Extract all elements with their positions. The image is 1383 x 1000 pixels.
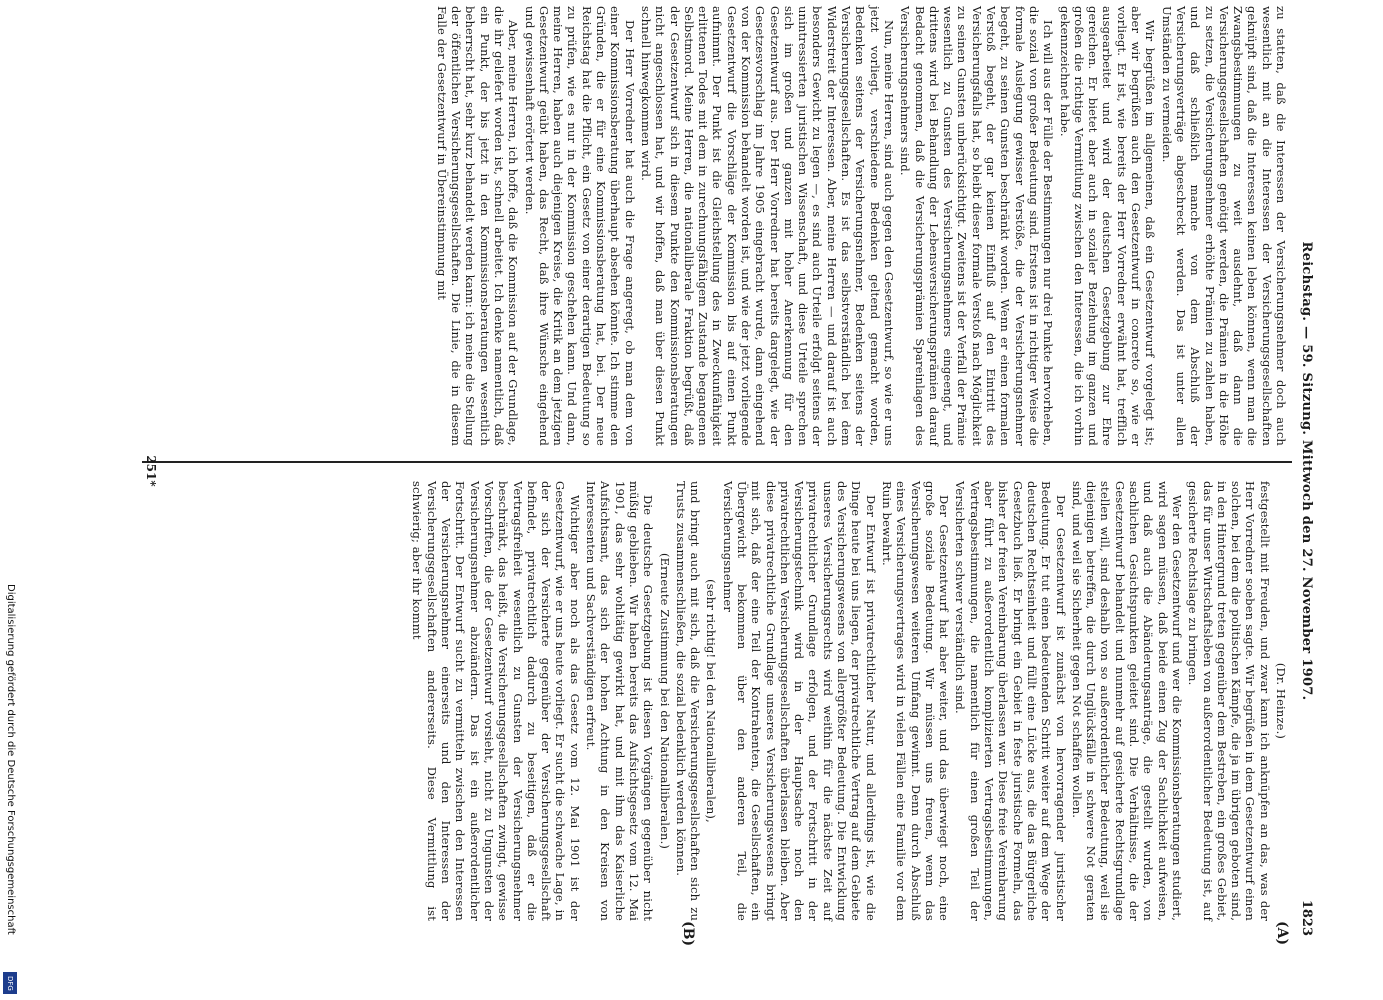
- column-left: [408, 481, 1288, 921]
- paragraph: festgestellt mit Freuden, und zwar kann ich anknüpfen an das, was der Herr Vorredner soeben sagte. Wir begrüßen in dem Gesetzentwurf einen solchen, bei dem die politischen Kämpfe, die ja im übrigen geboten sind, in den Hintergrund treten gegenüber dem Bestreben, ein großes Gebiet, das für unser Wirtschaftsleben von außerordentlicher Bedeutung ist, auf gesicherte Rechtslage zu bringen.: [1186, 481, 1272, 921]
- column-divider: [142, 461, 1292, 463]
- column-right: [432, 6, 1288, 446]
- interjection: (Erneute Zustimmung bei den Nationalliberalen.): [657, 552, 672, 850]
- paragraph: zu statten, daß die Interessen der Versicherungsnehmer doch auch wesentlich mit an die Interessen der Versicherungsgesellschaften geknüpft sind, daß die Interessen keinen leben können, wenn man die Zwangsbestimmungen zu weit ausdehnt, daß dann die Versicherungsgesellschaften genötigt werden, die Prämien in die Höhe zu setzen, die Versicherungsnehmer erhöhte Prämien zu zahlen haben, und daß schließlich manche von dem Abschluß der Versicherungsverträge abgeschreckt werden. Das ist unter allen Umständen zu vermeiden.: [1159, 6, 1288, 446]
- paragraph: Die deutsche Gesetzgebung ist diesen Vorgängen gegenüber nicht müßig geblieben. Wir haben bereits das Aufsichtsgesetz vom 12. Mai 1901, das sehr wohltätig gewirkt hat, und mit ihm das Kaiserliche Aufsichtsamt, das sich der hohen Achtung in den Kreisen von Interessenten und Sachverständigen erfreut.: [584, 481, 656, 921]
- funding-text: Digitalisierung gefördert durch die Deutsche Forschungsgemeinschaft: [5, 584, 16, 935]
- dfg-logo-icon: DFG: [3, 972, 17, 994]
- margin-marker-b: (B): [680, 921, 696, 947]
- paragraph: Der Entwurf ist privatrechtlicher Natur, und allerdings ist, wie die Dinge heute bei uns liegen, der privatrechtliche Vertrag auf dem Gebiete des Versicherungswesens von allergrößter Bedeutung. Die Entwicklung unseres Versicherungsrechts wird weithin für die nächste Zeit auf privatrechtlicher Grundlage erfolgen, und der Fortschritt in der Versicherungstechnik wird in der Hauptsache noch den privatrechtlichen Versicherungsgesellschaften überlassen bleiben. Aber diese privatrechtliche Grundlage unseres Versicherungswesens bringt mit sich, daß der eine Teil der Kontrahenten, die Gesellschaften, ein Übergewicht bekommen über den anderen Teil, die Versicherungsnehmer: [720, 481, 878, 921]
- funding-note: [2, 584, 18, 994]
- paragraph: Wichtiger aber noch als das Gesetz vom 12. Mai 1901 ist der Gesetzentwurf, wie er uns heute vorliegt. Er sucht die schwache Lage, in der sich der Versicherte gegenüber der Versicherungsgesellschaft befindet, privatrechtlich dadurch zu beseitigen, daß er die Vertragsfreiheit wesentlich zu Gunsten der Versicherungsnehmer beschränkt, das heißt, die Versicherungsgesellschaften zwingt, gewisse Vorschriften, die der Gesetzentwurf vorsieht, nicht zu Ungunsten der Versicherungsnehmer abzuändern. Das ist ein außerordentlicher Fortschritt. Der Entwurf sucht zu vermitteln zwischen den Interessen der Versicherungsnehmer einerseits und den Interessen der Versicherungsgesellschaften andererseits. Diese Vermittlung ist schwierig; aber ihr kommt: [410, 481, 582, 921]
- paragraph: Der Herr Vorredner hat auch die Frage angeregt, ob man dem von einer Kommissionsberatung überhaupt absehen könnte. Ich stimme den Gründen, die er für eine Kommissionsberatung hat, bei. Der neue Reichstag hat die Pflicht, ein Gesetz von einer derartigen Bedeutung so zu prüfen, wie es nur in der Kommission geschehen kann. Und dann, meine Herren, haben auch diejenigen Kreise, die Kritik an dem jetzigen Gesetzentwurf geübt haben, das Recht, daß ihre Wünsche eingehend und gewissenhaft erörtert werden.: [522, 6, 637, 446]
- paragraph: Nun, meine Herren, sind auch gegen den Gesetzentwurf, so wie er uns jetzt vorliegt, verschiedene Bedenken geltend gemacht worden, Bedenken seitens der Versicherungsnehmer, Bedenken seitens der Versicherungsgesellschaften. Es ist das selbstverständlich bei dem Widerstreit der Interessen. Aber, meine Herren — und darauf ist auch besonders Gewicht zu legen —, es sind auch Urteile erfolgt seitens der unintressierten juristischen Wissenschaft, und diese Urteile sprechen sich im großen und ganzen mit hoher Anerkennung für den Gesetzentwurf aus. Der Herr Vorredner hat bereits dargelegt, wie der Gesetzesvorschlag im Jahre 1905 eingebracht wurde, dann eingehend von der Kommission behandelt worden ist, und wie der jetzt vorliegende Gesetzentwurf die Vorschläge der Kommission bis auf einen Punkt aufnimmt. Der Punkt ist die Gleichstellung des in Zweckunfähigkeit erlittenen Todes mit dem in zurechnungsfähigem Zustande begangenen Selbstmord. Meine Herren, die nationalliberale Fraktion begrüßt, daß der Gesetzentwurf sich in diesem Punkte den Kommissionsberatungen nicht angeschlossen hat, und wir hoffen, daß man über diesen Punkt schnell hinwegkommen wird.: [638, 6, 896, 446]
- page-footer: [144, 6, 158, 936]
- page-number: 1823: [1299, 899, 1314, 936]
- margin-marker-a: (A): [1274, 921, 1290, 946]
- margin-marker-d: [660, 0, 676, 1]
- paragraph: Ich will aus der Fülle der Bestimmungen nur drei Punkte hervorheben, die sozial von großer Bedeutung sind. Erstens ist in richtiger Weise die formale Auslegung gewisser Verstöße, die der Versicherungsnehmer begeht, zu seinen Gunsten beschränkt worden. Wenn er einen formalen Verstoß begeht, der gar keinen Einfluß auf den Eintritt des Versicherungsfalls hat, so bleibt dieser formale Verstoß nach Möglichkeit zu seinen Gunsten unberücksichtigt. Zweitens ist der Verfall der Prämie wesentlich zu Gunsten des Versicherungsnehmers eingeengt, und drittens wird bei Behandlung der Lebensversicherungsprämien darauf Bedacht genommen, daß die Versicherungsprämien Spareinlagen des Versicherungsnehmers sind.: [898, 6, 1056, 446]
- paragraph: Wer den Gesetzentwurf und wer die Kommissionsberatungen studiert, wird sagen müssen, daß beide einen Zug der Sachlichkeit aufweisen, und daß auch die Abänderungsanträge, die gestellt wurden, von sachlichen Gesichtspunkten geleitet sind. Die Verhältnisse, die der Gesetzentwurf behandelt und nunmehr auf gesicherte Rechtsgrundlage stellen will, sind deshalb von so außerordentlicher Bedeutung, weil sie diejenigen betreffen, die durch Unglücksfälle in schwere Not geraten sind, und weil sie Sicherheit gegen Not schaffen wollen.: [1069, 481, 1184, 921]
- paragraph: Der Gesetzentwurf ist zunächst von hervorragender juristischer Bedeutung. Er tut einen bedeutenden Schritt weiter auf dem Wege der deutschen Rechtseinheit und füllt eine Lücke aus, die das Bürgerliche Gesetzbuch ließ. Er bringt ein Gebiet in feste juristische Formeln, das bisher der freien Vereinbarung überlassen war. Diese freie Vereinbarung aber führt zu außerordentlich komplizierten Vertragsbestimmungen, Vertragsbestimmungen, die namentlich für einen großen Teil der Versicherten schwer verständlich sind.: [953, 481, 1068, 921]
- rotated-page-content: [136, 6, 1316, 947]
- paragraph: Wir begrüßen im allgemeinen, daß ein Gesetzentwurf vorgelegt ist; aber wir begrüßen auch den Gesetzentwurf in concreto so, wie er vorliegt. Er ist, wie bereits der Herr Vorredner erwähnt hat, trefflich ausgearbeitet und wird der deutschen Gesetzgebung zur Ehre gereichen. Er bietet aber auch in sozialer Beziehung im ganzen und großen die richtige Vermittlung zwischen den Interessen, die ich vorhin gekennzeichnet habe.: [1057, 6, 1158, 446]
- speaker-name: (Dr. Heinze.): [1274, 662, 1288, 740]
- paragraph: Der Gesetzentwurf hat aber weiter, und das überwiegt noch, eine große soziale Bedeutung. Wir müssen uns freuen, wenn das Versicherungswesen weiteren Umfang gewinnt. Denn durch Abschluß eines Versicherungsvertrages wird in vielen Fällen eine Familie vor dem Ruin bewahrt.: [879, 481, 952, 921]
- printer-signature: 251*: [144, 455, 158, 487]
- header-title: Reichstag. — 59. Sitzung. Mittwoch den 27. November 1907.: [1299, 241, 1314, 701]
- interjection: (sehr richtig! bei den Nationalliberalen),: [704, 579, 719, 823]
- page-header: [1294, 6, 1316, 936]
- paragraph: Aber, meine Herren, ich hoffe, daß die Kommission auf der Grundlage, die ihr geliefert worden ist, schnell arbeitet. Ich denke namentlich, daß ein Punkt, der bis jetzt in den Kommissionsberatungen wesentlich beherrscht hat, sehr kurz behandelt werden kann: ich meine die Stellung der öffentlichen Versicherungsgesellschaften. Die Linie, die in diesem Falle der Gesetzentwurf in Übereinstimmung mit: [434, 6, 521, 446]
- paragraph: und bringt auch mit sich, daß die Versicherungsgesellschaften sich zu Trusts zusammenschließen, die sozial bedenklich werden können.: [673, 481, 703, 921]
